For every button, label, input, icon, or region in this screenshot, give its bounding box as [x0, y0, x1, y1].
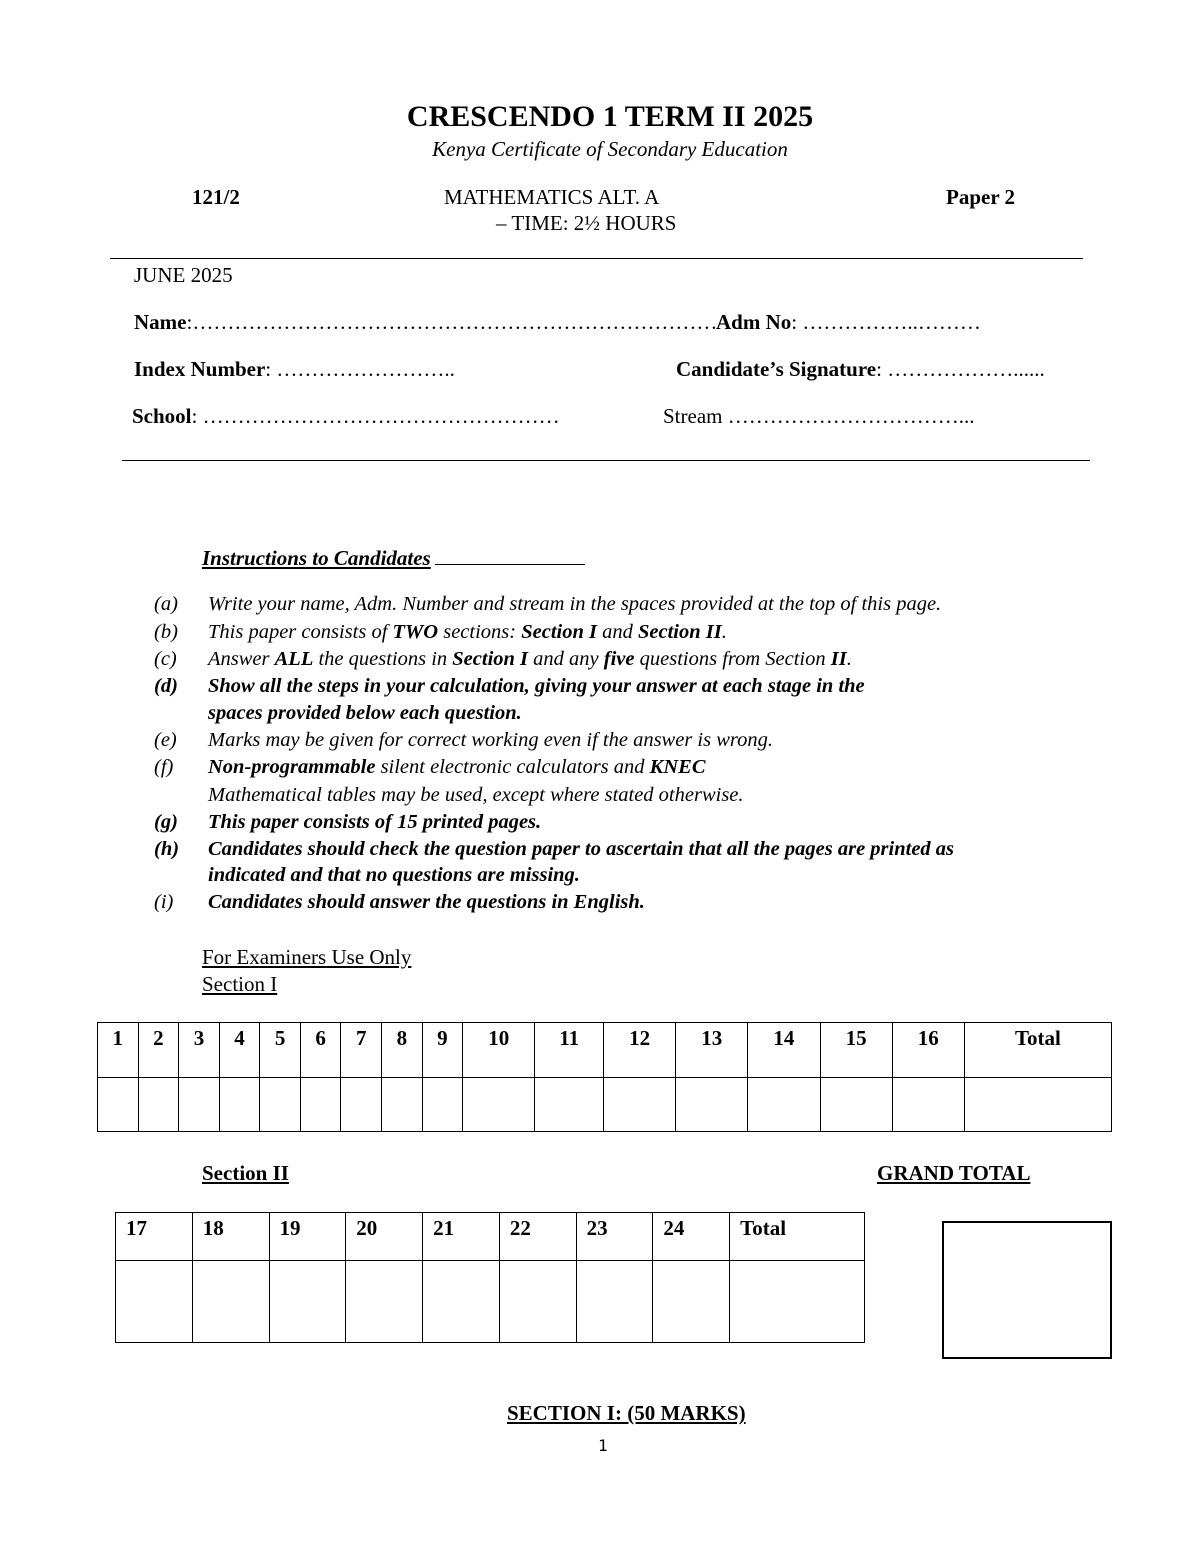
grand-total-label: GRAND TOTAL: [877, 1161, 1031, 1185]
adm-no-dots: : ……………..………: [791, 310, 981, 334]
section-2-label: Section II: [202, 1161, 289, 1185]
marks-cell[interactable]: [576, 1261, 653, 1343]
examiners-heading: For Examiners Use Only: [202, 945, 412, 969]
marks-column-header: 7: [341, 1023, 382, 1078]
marks-column-header: 3: [179, 1023, 220, 1078]
marks-column-header: 17: [116, 1213, 193, 1261]
marks-column-header: 5: [260, 1023, 301, 1078]
marks-cell[interactable]: [499, 1261, 576, 1343]
marks-cell[interactable]: [730, 1261, 865, 1343]
signature-dots: : ………………......: [876, 357, 1045, 381]
details-rule: [122, 460, 1090, 461]
index-number-dots: : ……………………..: [265, 357, 455, 381]
marks-cell[interactable]: [269, 1261, 346, 1343]
marks-cell[interactable]: [604, 1078, 676, 1132]
school-field[interactable]: [132, 404, 560, 429]
marks-cell[interactable]: [892, 1078, 964, 1132]
marks-cell[interactable]: [653, 1261, 730, 1343]
marks-column-header: 23: [576, 1213, 653, 1261]
school-dots: : ……………………………………………: [191, 404, 560, 428]
marks-cell[interactable]: [423, 1261, 500, 1343]
marks-cell[interactable]: [192, 1261, 269, 1343]
marks-cell[interactable]: [300, 1078, 341, 1132]
marks-cell[interactable]: [179, 1078, 220, 1132]
school-label: School: [132, 404, 192, 428]
page-number: 1: [598, 1436, 608, 1455]
exam-subtitle: Kenya Certificate of Secondary Education: [432, 137, 788, 161]
exam-date: JUNE 2025: [134, 263, 233, 287]
section-1-marks-table: [97, 1022, 1112, 1132]
marks-cell[interactable]: [346, 1261, 423, 1343]
signature-field[interactable]: [676, 357, 1045, 382]
marks-column-header: 10: [463, 1023, 535, 1078]
marks-column-header: 6: [300, 1023, 341, 1078]
header-rule: [110, 258, 1083, 259]
marks-column-header: 4: [219, 1023, 260, 1078]
paper-code: 121/2: [192, 185, 240, 209]
marks-column-header: 22: [499, 1213, 576, 1261]
marks-cell[interactable]: [463, 1078, 535, 1132]
marks-cell[interactable]: [116, 1261, 193, 1343]
marks-column-header: 16: [892, 1023, 964, 1078]
marks-column-header: 15: [820, 1023, 892, 1078]
marks-cell[interactable]: [820, 1078, 892, 1132]
marks-column-header: 24: [653, 1213, 730, 1261]
name-label: Name: [134, 310, 187, 334]
marks-cell[interactable]: [260, 1078, 301, 1132]
marks-column-header: 8: [382, 1023, 423, 1078]
marks-column-header: Total: [964, 1023, 1111, 1078]
time-allowed: – TIME: 2½ HOURS: [496, 211, 677, 235]
marks-column-header: 13: [676, 1023, 748, 1078]
marks-cell[interactable]: [748, 1078, 820, 1132]
section-2-marks-table: [115, 1212, 865, 1343]
marks-cell[interactable]: [964, 1078, 1111, 1132]
name-dots: :…………………………………………………………………: [186, 310, 718, 334]
index-number-label: Index Number: [134, 357, 266, 381]
section-1-heading: SECTION I: (50 MARKS): [507, 1401, 746, 1425]
subject-name: MATHEMATICS ALT. A: [444, 185, 660, 209]
marks-column-header: Total: [730, 1213, 865, 1261]
marks-column-header: 14: [748, 1023, 820, 1078]
stream-field[interactable]: [663, 404, 974, 429]
signature-label: Candidate’s Signature: [676, 357, 877, 381]
section-1-label: Section I: [202, 972, 278, 996]
marks-cell[interactable]: [382, 1078, 423, 1132]
marks-column-header: 11: [535, 1023, 604, 1078]
marks-cell[interactable]: [676, 1078, 748, 1132]
paper-number: Paper 2: [946, 185, 1016, 209]
marks-cell[interactable]: [422, 1078, 463, 1132]
marks-column-header: 19: [269, 1213, 346, 1261]
name-field[interactable]: [134, 310, 717, 335]
marks-cell[interactable]: [341, 1078, 382, 1132]
stream-dots: ……………………………...: [722, 404, 975, 428]
marks-column-header: 1: [98, 1023, 139, 1078]
marks-column-header: 18: [192, 1213, 269, 1261]
adm-no-field[interactable]: [716, 310, 981, 335]
index-number-field[interactable]: [134, 357, 455, 382]
marks-cell[interactable]: [535, 1078, 604, 1132]
marks-cell[interactable]: [138, 1078, 179, 1132]
marks-column-header: 21: [423, 1213, 500, 1261]
exam-title: CRESCENDO 1 TERM II 2025: [406, 100, 814, 133]
marks-column-header: 2: [138, 1023, 179, 1078]
stream-label: Stream: [663, 404, 723, 428]
marks-column-header: 9: [422, 1023, 463, 1078]
marks-cell[interactable]: [98, 1078, 139, 1132]
instructions-heading: Instructions to Candidates: [202, 546, 585, 571]
marks-cell[interactable]: [219, 1078, 260, 1132]
adm-no-label: Adm No: [716, 310, 792, 334]
grand-total-box[interactable]: [942, 1221, 1112, 1359]
marks-column-header: 12: [604, 1023, 676, 1078]
marks-column-header: 20: [346, 1213, 423, 1261]
